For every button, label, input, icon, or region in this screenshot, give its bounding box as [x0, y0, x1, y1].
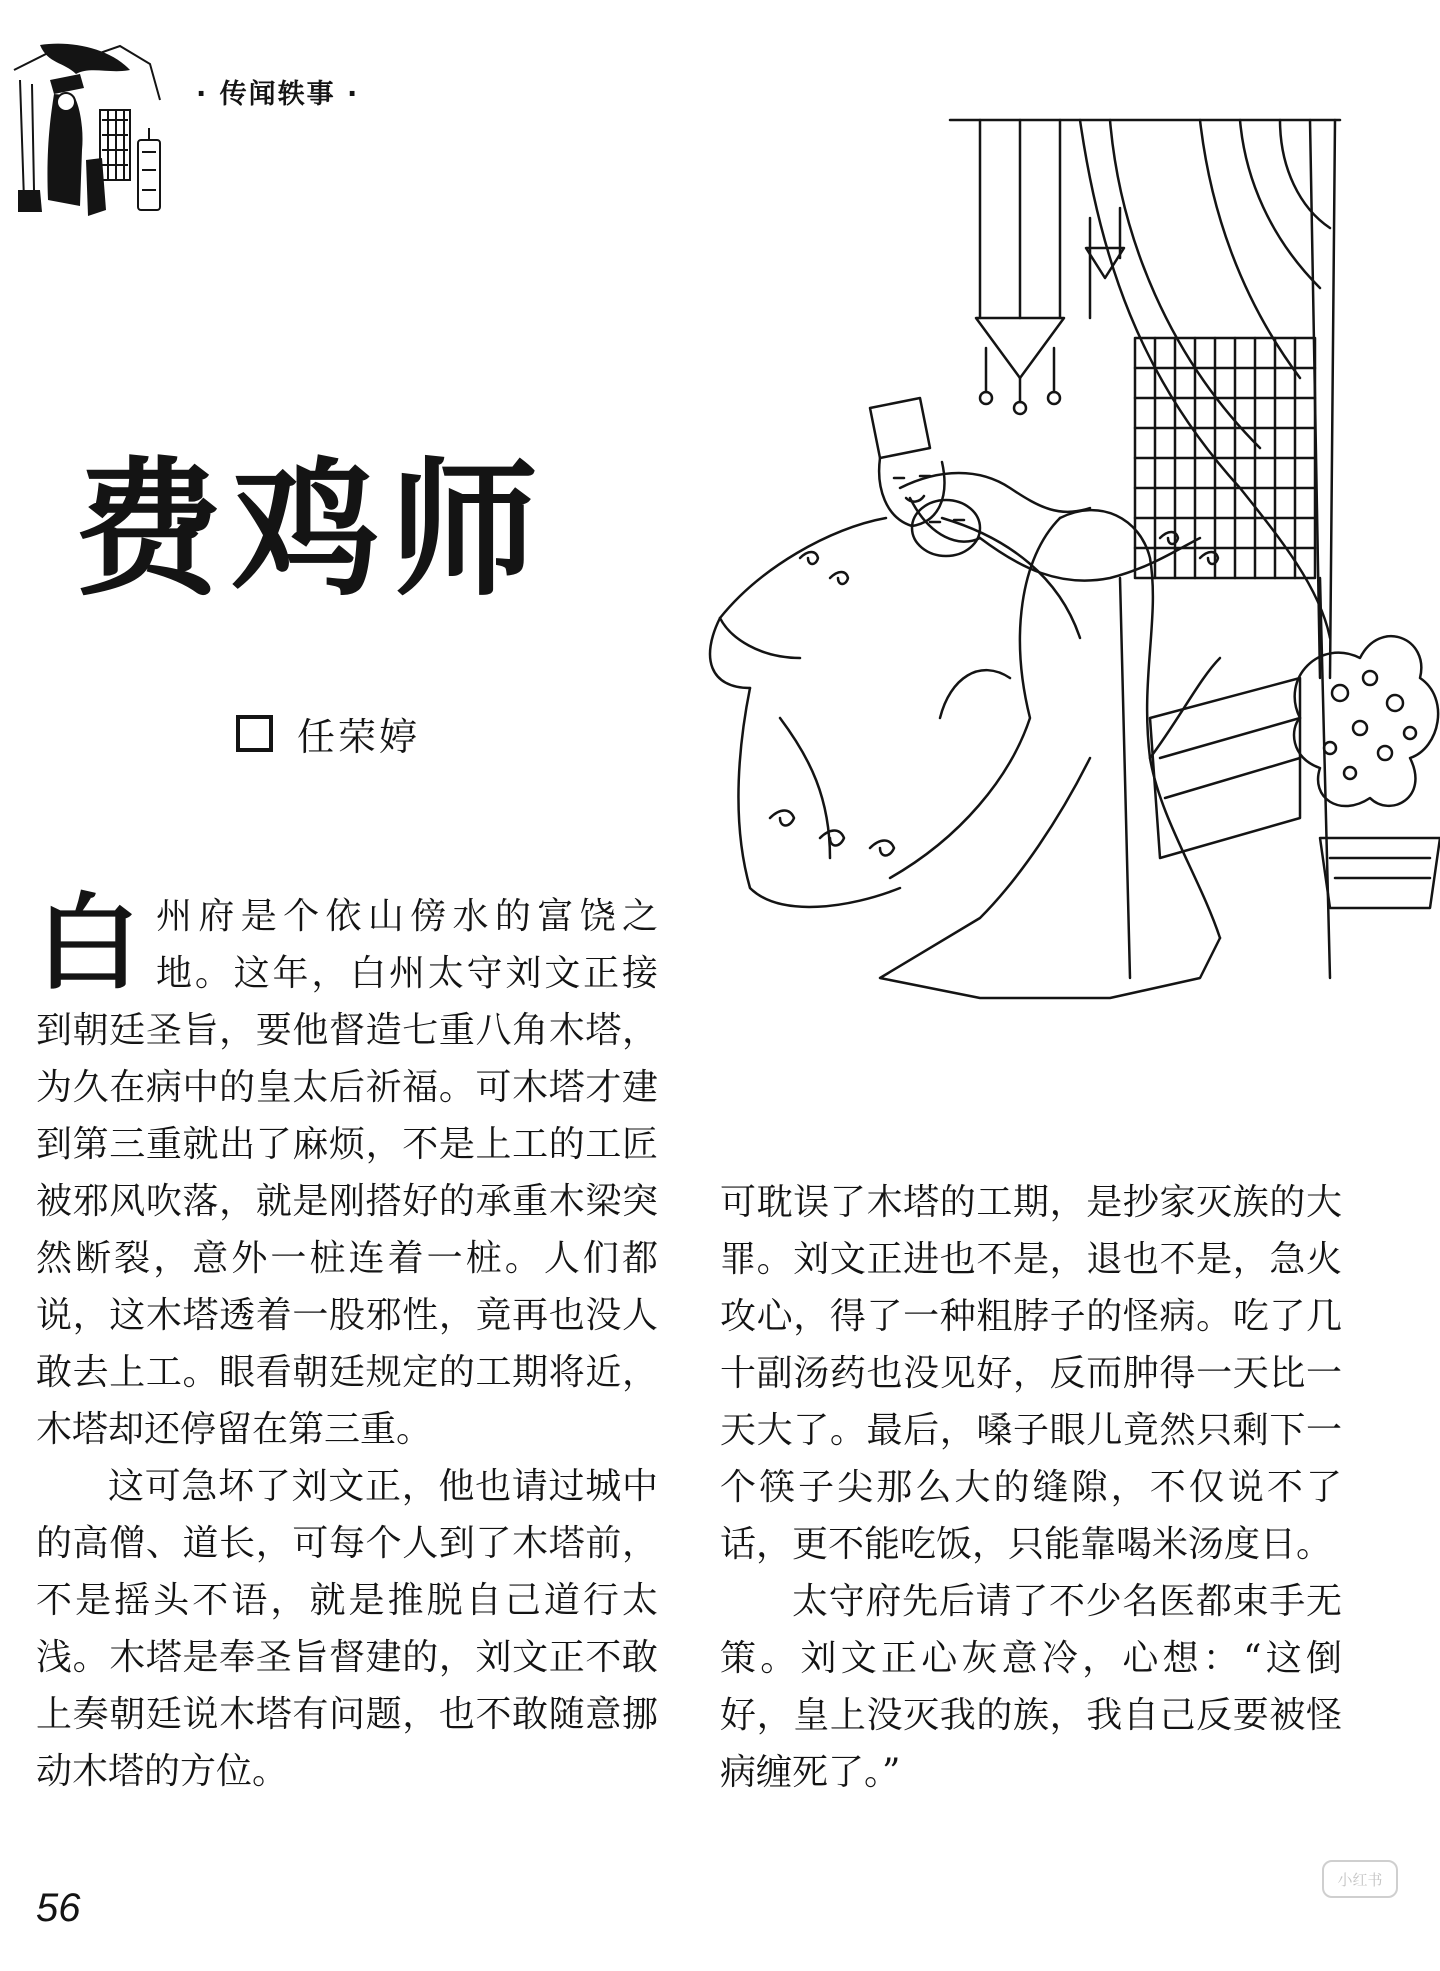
article-column-right: [720, 1174, 1342, 1801]
page-number: 56: [36, 1886, 81, 1930]
paragraph: [36, 881, 658, 1458]
article-title: 费鸡师: [74, 442, 548, 616]
byline-box-icon: [236, 715, 273, 752]
paragraph: 太守府先后请了不少名医都束手无策。刘文正心灰意冷，心想：“这倒好，皇上没灭我的族，我自己反要被怪病缠死了。”: [720, 1581, 1342, 1793]
story-illustration: [680, 118, 1440, 1108]
column-label: · 传闻轶事 ·: [196, 79, 360, 110]
paragraph: 这可急坏了刘文正，他也请过城中的高僧、道长，可每个人到了木塔前，不是摇头不语，就是推脱自己道行太浅。木塔是奉圣旨督建的，刘文正不敢上奏朝廷说木塔有问题，也不敢随意挪动木塔的方位。: [36, 1466, 658, 1792]
watermark-logo: 小红书: [1322, 1860, 1398, 1898]
paragraph-text: 州府是个依山傍水的富饶之地。这年，白州太守刘文正接到朝廷圣旨，要他督造七重八角木塔，为久在病中的皇太后祈福。可木塔才建到第三重就出了麻烦，不是上工的工匠被邪风吹落，就是刚搭好的承重木梁突然断裂，意外一桩连着一桩。人们都说，这木塔透着一股邪性，竟再也没人敢去上工。眼看朝廷规定的工期将近，木塔却还停留在第三重。: [36, 896, 658, 1450]
drop-cap: 白: [36, 881, 141, 1004]
paragraph: 可耽误了木塔的工期，是抄家灭族的大罪。刘文正进也不是，退也不是，急火攻心，得了一种粗脖子的怪病。吃了几十副汤药也没见好，反而肿得一天比一天大了。最后，嗓子眼儿竟然只剩下一个筷子尖那么大的缝隙，不仅说不了话，更不能吃饭，只能靠喝米汤度日。: [720, 1182, 1342, 1565]
byline: [236, 706, 420, 761]
column-vignette-illustration: [10, 40, 172, 230]
article-column-left: [36, 881, 658, 1800]
author-name: 任荣婷: [297, 715, 421, 759]
